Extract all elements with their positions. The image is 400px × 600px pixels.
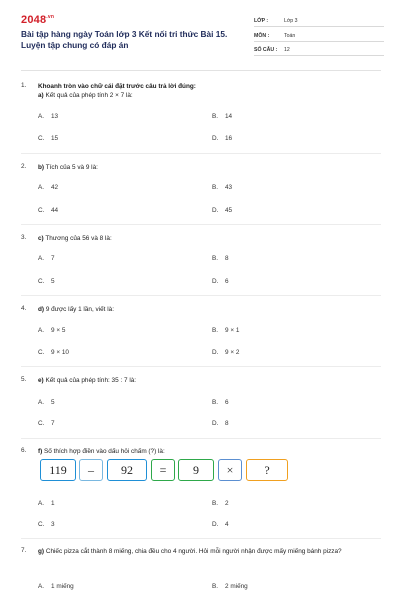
question-number: 5. — [21, 376, 27, 383]
question-number: 4. — [21, 305, 27, 312]
option-d[interactable]: D. 4 — [212, 521, 229, 528]
meta-subject-row — [254, 31, 384, 42]
header-divider — [21, 70, 381, 71]
question-tag: c) — [38, 235, 44, 242]
math-box-number: 9 — [178, 459, 214, 481]
option-b[interactable]: B. 9 × 1 — [212, 327, 240, 334]
option-b[interactable]: B. 43 — [212, 184, 233, 191]
math-box-number: 92 — [107, 459, 147, 481]
option-a[interactable]: A. 9 × 5 — [38, 327, 66, 334]
option-b[interactable]: B. 2 miếng — [212, 583, 248, 590]
meta-key: LỚP : — [254, 18, 269, 24]
question-divider — [21, 366, 381, 367]
question-text — [38, 82, 378, 100]
question-number: 1. — [21, 82, 27, 89]
option-b[interactable]: B. 2 — [212, 500, 229, 507]
question-prompt: Chiếc pizza cắt thành 8 miếng, chia đều cho 4 người. Hỏi mỗi người nhận được mấy miếng bánh pizza? — [45, 548, 342, 555]
math-box-number: 119 — [40, 459, 76, 481]
meta-class-row — [254, 16, 384, 27]
question-tag: d) — [38, 306, 45, 313]
question-prompt: Thương của 56 và 8 là: — [45, 235, 112, 242]
question-intro: Khoanh tròn vào chữ cái đặt trước câu trả lời đúng: — [38, 83, 196, 90]
meta-value: Lớp 3 — [284, 18, 298, 24]
question-prompt: Kết quả của phép tính 2 × 7 là: — [45, 92, 133, 99]
question-tag: e) — [38, 377, 44, 384]
option-d[interactable]: D. 45 — [212, 207, 233, 214]
option-c[interactable]: C. 5 — [38, 278, 55, 285]
header — [0, 0, 400, 70]
question-number: 7. — [21, 547, 27, 554]
question-text — [38, 447, 378, 456]
math-box-operator: – — [79, 459, 103, 481]
option-c[interactable]: C. 9 × 10 — [38, 349, 69, 356]
question-tag: a) — [38, 92, 44, 99]
question-tag: g) — [38, 548, 45, 555]
meta-key: MÔN : — [254, 33, 270, 39]
question-divider — [21, 224, 381, 225]
option-b[interactable]: B. 14 — [212, 113, 233, 120]
question-prompt: Kết quả của phép tính: 35 : 7 là: — [45, 377, 137, 384]
option-a[interactable]: A. 5 — [38, 399, 55, 406]
option-c[interactable]: C. 7 — [38, 420, 55, 427]
page-title: Bài tập hàng ngày Toán lớp 3 Kết nối tri thức Bài 15. Luyện tập chung có đáp án — [21, 29, 228, 50]
question-text — [38, 234, 378, 243]
option-a[interactable]: A. 42 — [38, 184, 59, 191]
question-number: 6. — [21, 447, 27, 454]
option-a[interactable]: A. 13 — [38, 113, 59, 120]
meta-value: Toán — [284, 33, 296, 39]
option-d[interactable]: D. 9 × 2 — [212, 349, 240, 356]
option-c[interactable]: C. 15 — [38, 135, 59, 142]
question-prompt: 9 được lấy 1 lần, viết là: — [45, 306, 114, 313]
option-a[interactable]: A. 1 — [38, 500, 55, 507]
question-text — [38, 547, 378, 556]
question-prompt: Tích của 5 và 9 là: — [45, 164, 98, 171]
question-text — [38, 376, 378, 385]
option-d[interactable]: D. 16 — [212, 135, 233, 142]
option-a[interactable]: A. 7 — [38, 255, 55, 262]
option-b[interactable]: B. 8 — [212, 255, 229, 262]
math-box-equals: = — [151, 459, 175, 481]
question-text — [38, 163, 378, 172]
question-tag: b) — [38, 164, 45, 171]
meta-key: SỐ CÂU : — [254, 47, 278, 53]
question-tag: f) — [38, 448, 43, 455]
option-d[interactable]: D. 8 — [212, 420, 229, 427]
question-number: 3. — [21, 234, 27, 241]
question-divider — [21, 153, 381, 154]
question-divider — [21, 538, 381, 539]
option-a[interactable]: A. 1 miếng — [38, 583, 74, 590]
question-divider — [21, 295, 381, 296]
question-prompt: Số thích hợp điền vào dấu hỏi chấm (?) là: — [44, 448, 165, 455]
math-box-unknown: ? — [246, 459, 288, 481]
meta-value: 12 — [284, 47, 290, 53]
math-box-operator: × — [218, 459, 242, 481]
question-number: 2. — [21, 163, 27, 170]
question-text — [38, 305, 378, 314]
option-c[interactable]: C. 44 — [38, 207, 59, 214]
option-d[interactable]: D. 6 — [212, 278, 229, 285]
option-c[interactable]: C. 3 — [38, 521, 55, 528]
option-b[interactable]: B. 6 — [212, 399, 229, 406]
meta-count-row — [254, 45, 384, 56]
site-logo[interactable]: $2048^{.vn}$ — [21, 14, 55, 26]
question-divider — [21, 438, 381, 439]
